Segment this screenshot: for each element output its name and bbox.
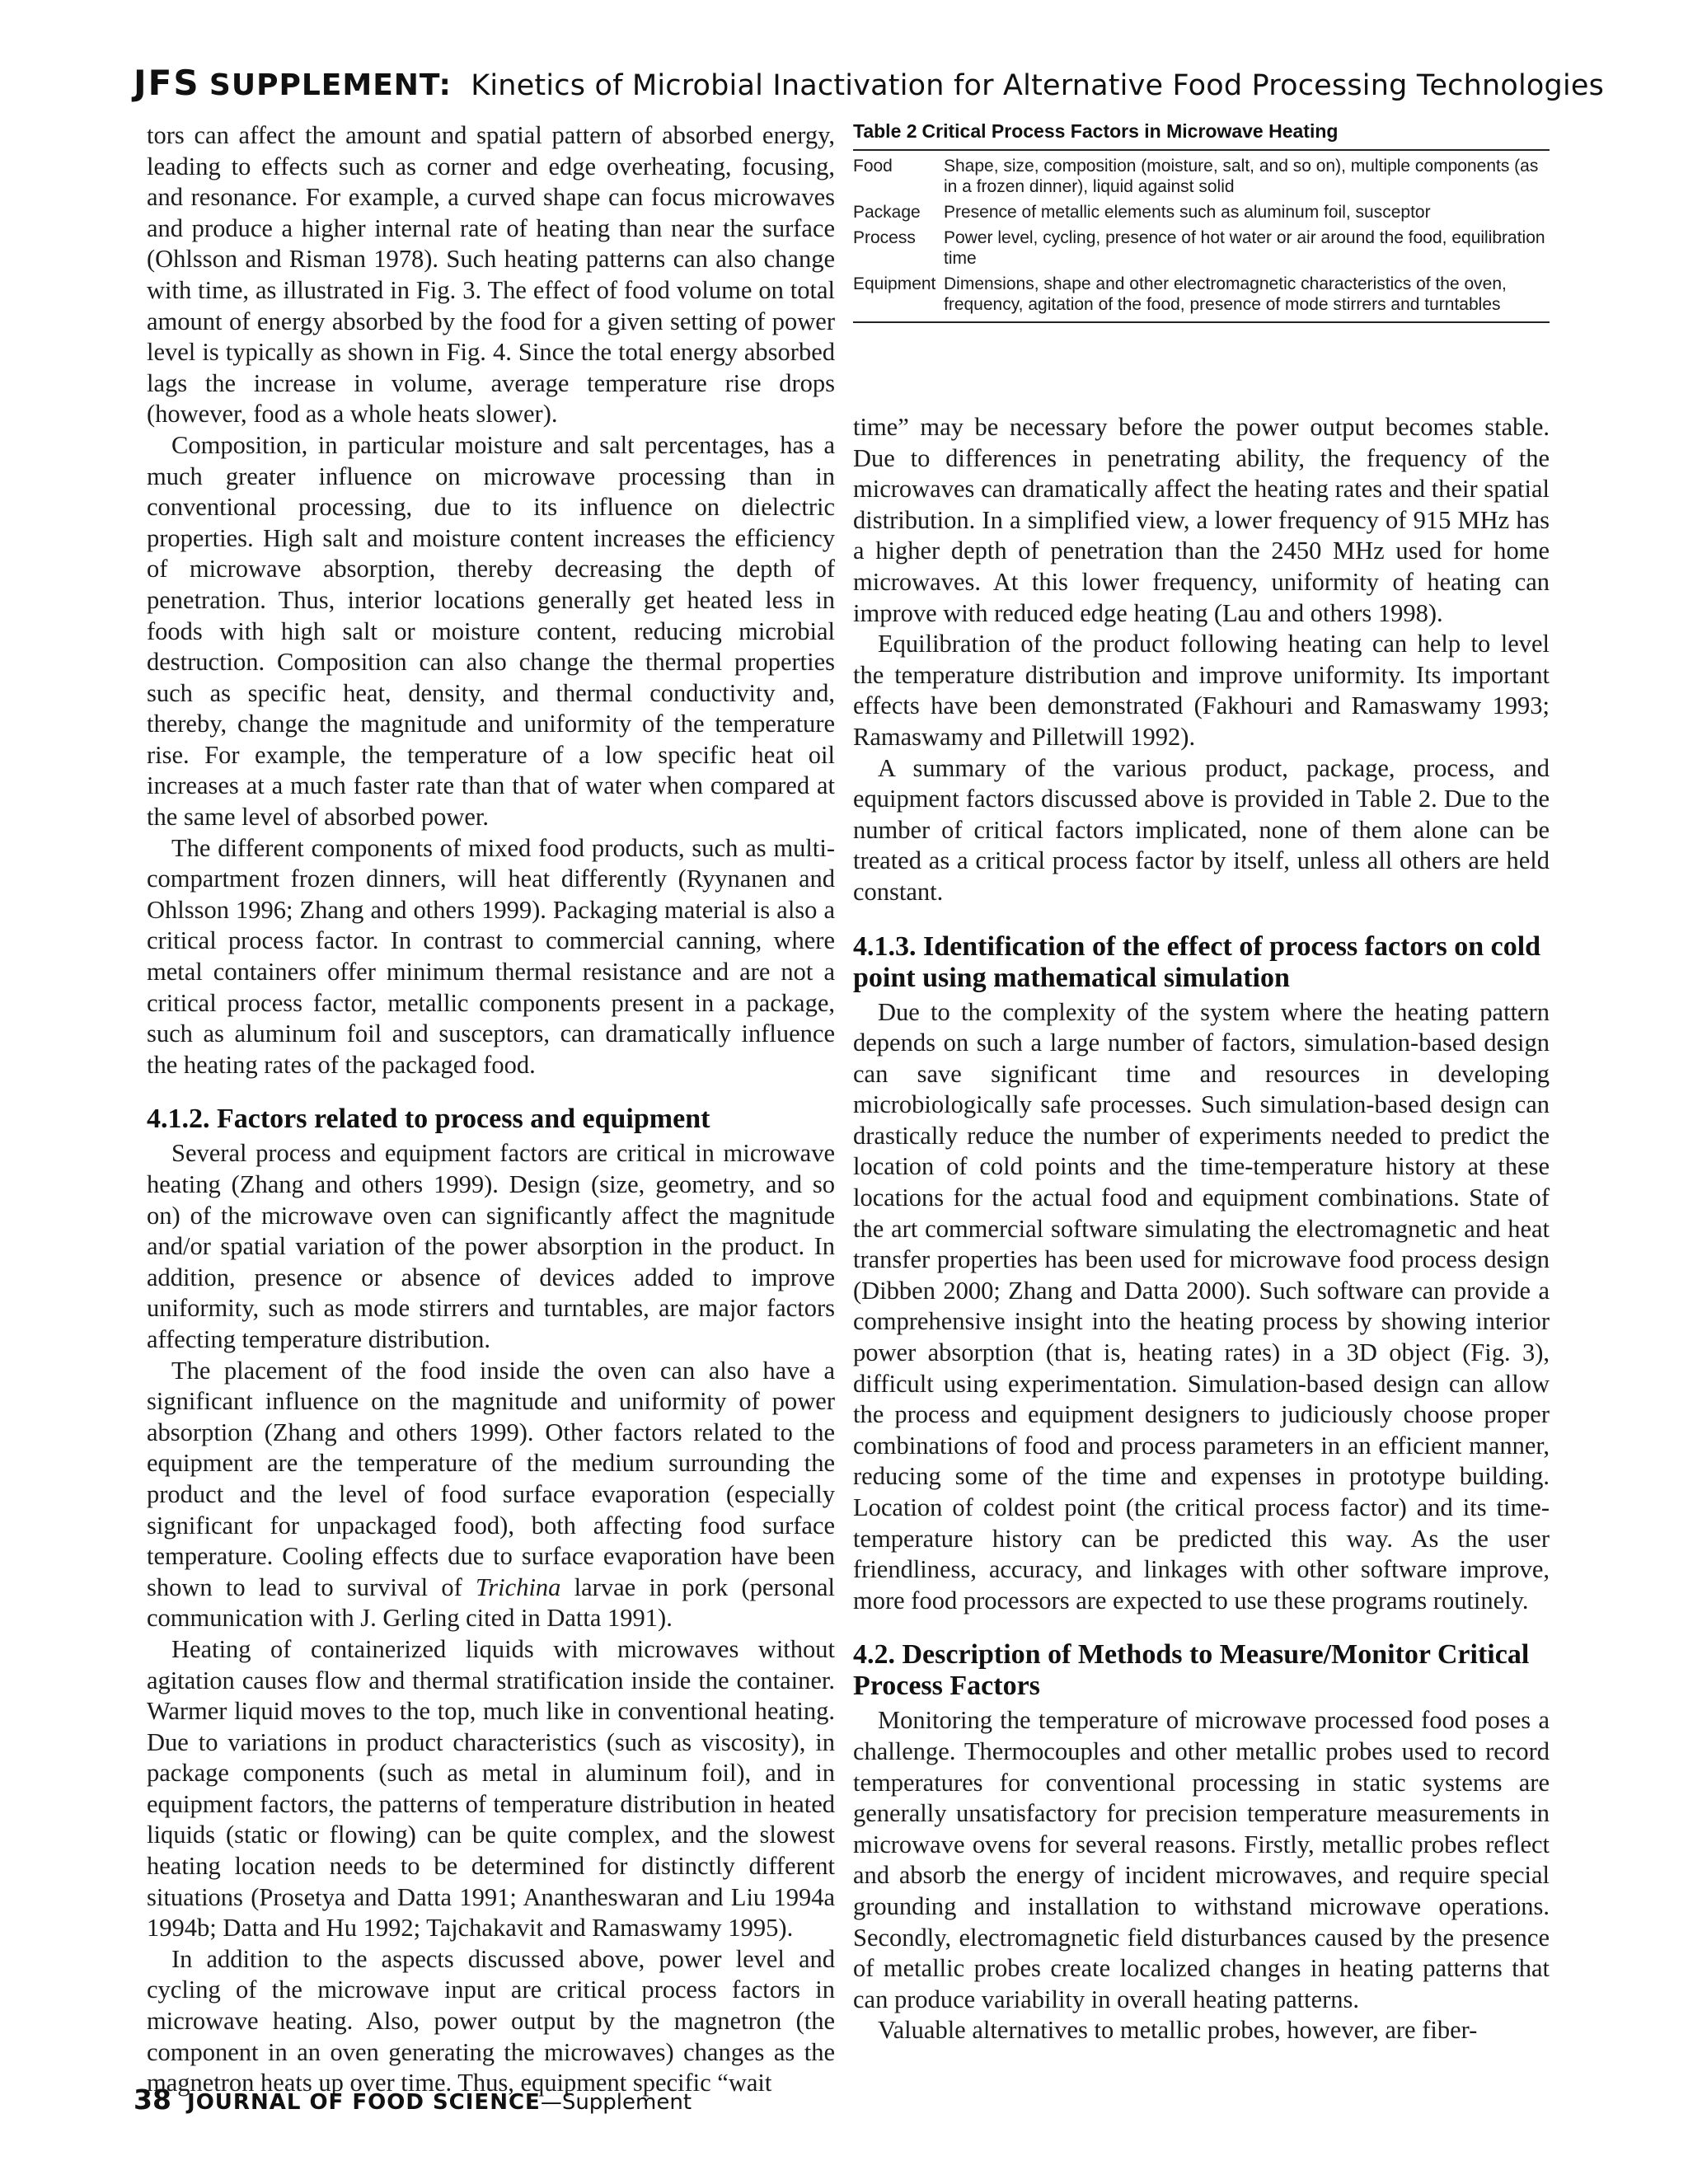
table-cell-value: Power level, cycling, presence of hot water or air around the food, equilibration time bbox=[944, 228, 1545, 268]
table-bottom-rule bbox=[853, 321, 1550, 323]
table-title: Critical Process Factors in Microwave Heating bbox=[921, 120, 1339, 142]
paragraph: The different components of mixed food products, such as multi-compartment frozen dinners, will heat differently (Ryynanen and Ohlsson 1996; Zhang and others 1999). Packaging material is also a critical process factor. In contrast to commercial canning, where metal containers offer minimum thermal resistance and are not a critical process factor, metallic components present in a package, such as aluminum foil and susceptors, can dramatically influence the heating rates of the packaged food. bbox=[147, 833, 835, 1079]
section-heading-4-2: 4.2. Description of Methods to Measure/Monitor Critical Process Factors bbox=[853, 1639, 1530, 1702]
table-cell-value: Dimensions, shape and other electromagnetic characteristics of the oven, frequency, agitation of the food, presence of mode stirrers and turntables bbox=[944, 274, 1507, 314]
table-caption bbox=[853, 120, 1550, 151]
journal-suffix: —Supplement bbox=[540, 2090, 692, 2115]
running-head-title: Kinetics of Microbial Inactivation for Alternative Food Processing Technologies bbox=[471, 69, 1605, 102]
paragraph: In addition to the aspects discussed above, power level and cycling of the microwave input are critical process factors in microwave heating. Also, power output by the magnetron (the component in an oven generating the microwaves) changes as the magnetron heats up over time. Thus, equipment specific “wait bbox=[147, 1944, 835, 2097]
left-column bbox=[147, 120, 835, 2099]
paragraph: Equilibration of the product following heating can help to level the temperature distribution and improve uniformity. Its important effects have been demonstrated (Fakhouri and Ramaswamy 1993; Ramaswamy and Pilletwill 1992). bbox=[853, 630, 1550, 751]
paragraph-text: larvae in pork (personal communication with J. Gerling cited in Datta 1991). bbox=[147, 1572, 836, 1633]
table-row bbox=[853, 202, 1550, 223]
italic-term: Trichina bbox=[476, 1572, 561, 1601]
paragraph-text: The placement of the food inside the oven can also have a significant influence on the magnitude and uniformity of power absorption (Zhang and others 1999). Other factors related to the equipment are the temperature of the medium surrounding the product and the level of food surface evaporation (especially significant for unpackaged food), both affecting food surface temperature. Cooling effects due to surface evaporation have been shown to lead to survival of bbox=[147, 1356, 835, 1601]
journal-name: JOURNAL OF FOOD SCIENCE bbox=[187, 2090, 541, 2115]
table-cell-key: Food bbox=[853, 157, 893, 176]
running-head-jfs: JFS bbox=[134, 63, 200, 103]
paragraph: Several process and equipment factors are critical in microwave heating (Zhang and others 1999). Design (size, geometry, and so on) of the microwave oven can significantly affect the magnitude and/or spatial variation of the power absorption in the product. In addition, presence or absence of devices added to improve uniformity, such as mode stirrers and turntables, are major factors affecting temperature distribution. bbox=[147, 1139, 835, 1353]
table-label: Table 2 bbox=[853, 120, 917, 142]
section-heading-4-1-2: 4.1.2. Factors related to process and equipment bbox=[147, 1104, 710, 1135]
table-cell-key: Process bbox=[853, 228, 916, 247]
paragraph: Monitoring the temperature of microwave processed food poses a challenge. Thermocouples and other metallic probes used to record temperatures for conventional processing in static systems are generally unsatisfactory for precision temperature measurements in microwave ovens for several reasons. Firstly, metallic probes reflect and absorb the energy of incident microwaves, and require special grounding and installation to withstand microwave operations. Secondly, electromagnetic field disturbances caused by the presence of metallic probes create localized changes in heating patterns that can produce variability in overall heating patterns. bbox=[853, 1706, 1550, 2013]
running-head bbox=[134, 63, 1605, 103]
paragraph: Composition, in particular moisture and salt percentages, has a much greater influence on microwave processing than in conventional processing, due to its influence on dielectric properties. High salt and moisture content increases the efficiency of microwave absorption, thereby decreasing the depth of penetration. Thus, interior locations generally get heated less in foods with high salt or moisture content, reducing microbial destruction. Composition can also change the thermal properties such as specific heat, density, and thermal conductivity and, thereby, change the magnitude and uniformity of the temperature rise. For example, the temperature of a low specific heat oil increases at a much faster rate than that of water when compared at the same level of absorbed power. bbox=[147, 430, 835, 832]
table-row bbox=[853, 156, 1550, 197]
table-2 bbox=[853, 120, 1550, 323]
paragraph: A summary of the various product, package, process, and equipment factors discussed above is provided in Table 2. Due to the number of critical factors implicated, none of them alone can be treated as a critical process factor by itself, unless all others are held constant. bbox=[853, 753, 1550, 906]
running-head-supplement: SUPPLEMENT: bbox=[209, 68, 452, 102]
table-row bbox=[853, 274, 1550, 315]
paragraph: Due to the complexity of the system where the heating pattern depends on such a large number of factors, simulation-based design can save significant time and resources in developing microbiologically safe processes. Such simulation-based design can drastically reduce the number of experiments needed to predict the location of cold points and the time-temperature history at these locations for the actual food and equipment combinations. State of the art commercial software simulating the electromagnetic and heat transfer properties has been used for microwave food process design (Dibben 2000; Zhang and Datta 2000). Such software can provide a comprehensive insight into the heating process by showing interior power absorption (that is, heating rates) in a 3D object (Fig. 3), difficult using experimentation. Simulation-based design can allow the process and equipment designers to judiciously choose proper combinations of food and process parameters in an efficient manner, reducing some of the time and expenses in prototype building. Location of coldest point (the critical process factor) and its time-temperature history can be predicted this way. As the user friendliness, accuracy, and linkages with other software improve, more food processors are expected to use these programs routinely. bbox=[853, 997, 1550, 1615]
paragraph: time” may be necessary before the power output becomes stable. Due to differences in penetrating ability, the frequency of the microwaves can dramatically affect the heating rates and their spatial distribution. In a simplified view, a lower frequency of 915 MHz has a higher depth of penetration than the 2450 MHz used for home microwaves. At this lower frequency, uniformity of heating can improve with reduced edge heating (Lau and others 1998). bbox=[853, 413, 1550, 627]
paragraph bbox=[147, 1356, 835, 1634]
right-column bbox=[853, 412, 1550, 2046]
page-number: 38 bbox=[134, 2083, 171, 2116]
table-cell-key: Package bbox=[853, 203, 921, 222]
paragraph: Heating of containerized liquids with microwaves without agitation causes flow and thermal stratification inside the container. Warmer liquid moves to the top, much like in conventional heating. Due to variations in product characteristics (such as viscosity), in package components (such as metal in aluminum foil), and in equipment factors, the patterns of temperature distribution in heated liquids (static or flowing) can be quite complex, and the slowest heating location needs to be determined for distinctly different situations (Prosetya and Datta 1991; Anantheswaran and Liu 1994a 1994b; Datta and Hu 1992; Tajchakavit and Ramaswamy 1995). bbox=[147, 1634, 835, 1943]
table-cell-value: Presence of metallic elements such as aluminum foil, susceptor bbox=[944, 203, 1431, 222]
paragraph: Valuable alternatives to metallic probes, however, are fiber- bbox=[878, 2016, 1478, 2045]
table-cell-value: Shape, size, composition (moisture, salt, and so on), multiple components (as in a frozen dinner), liquid against solid bbox=[944, 157, 1539, 196]
table-cell-key: Equipment bbox=[853, 274, 936, 293]
section-heading-4-1-3: 4.1.3. Identification of the effect of process factors on cold point using mathematical simulation bbox=[853, 930, 1541, 993]
table-row bbox=[853, 227, 1550, 269]
paragraph: tors can affect the amount and spatial pattern of absorbed energy, leading to effects such as corner and edge overheating, focusing, and resonance. For example, a curved shape can focus microwaves and produce a higher internal rate of heating than near the surface (Ohlsson and Risman 1978). Such heating patterns can also change with time, as illustrated in Fig. 3. The effect of food volume on total amount of energy absorbed by the food for a given setting of power level is typically as shown in Fig. 4. Since the total energy absorbed lags the increase in volume, average temperature rise drops (however, food as a whole heats slower). bbox=[147, 121, 835, 429]
page-footer bbox=[134, 2083, 692, 2116]
